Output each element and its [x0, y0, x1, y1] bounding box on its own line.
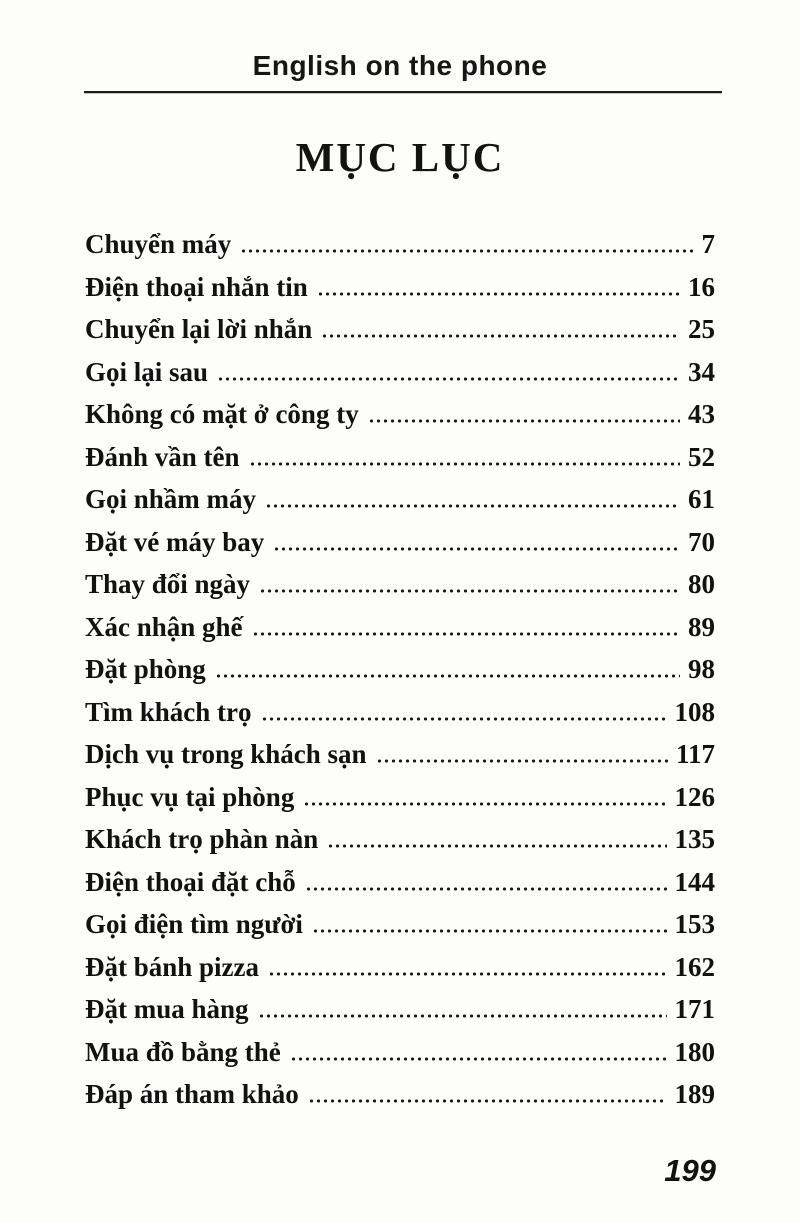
toc-entry-title: Xác nhận ghế: [85, 611, 243, 642]
toc-entry-title: Tìm khách trọ: [85, 696, 252, 727]
toc-entry-title: Thay đổi ngày: [85, 569, 251, 599]
toc-entry-title: Đáp án tham khảo: [85, 1079, 299, 1109]
toc-entry-title: Đặt phòng: [85, 654, 206, 684]
toc-entry-page: 70: [688, 526, 715, 557]
toc-entry-page: 43: [688, 399, 715, 429]
toc-entry: [85, 1037, 715, 1080]
toc-dot-leader: [240, 249, 693, 253]
toc-dot-leader: [265, 504, 680, 508]
toc-entry-page: 7: [701, 229, 715, 259]
toc-entry-title: Không có mặt ở công ty: [85, 399, 359, 429]
toc-dot-leader: [312, 929, 667, 933]
toc-entry-page: 98: [688, 654, 715, 684]
toc-entry-title: Phục vụ tại phòng: [85, 781, 295, 812]
toc-entry: [85, 994, 715, 1037]
toc-entry: [85, 442, 715, 485]
toc-entry-page: 135: [674, 824, 715, 854]
toc-entry: [85, 909, 715, 952]
toc-list: [85, 229, 715, 1122]
toc-dot-leader: [290, 1057, 667, 1061]
toc-entry: [85, 484, 715, 527]
toc-entry-title: Khách trọ phàn nàn: [85, 824, 319, 854]
toc-dot-leader: [308, 1099, 667, 1103]
toc-entry-page: 80: [688, 569, 715, 599]
page-number: 199: [664, 1152, 716, 1188]
toc-entry-page: 180: [674, 1036, 715, 1067]
toc-entry: [85, 1079, 715, 1122]
toc-dot-leader: [321, 334, 680, 338]
toc-entry: [85, 824, 715, 867]
toc-entry-title: Điện thoại nhắn tin: [85, 271, 308, 302]
toc-entry: [85, 527, 715, 570]
toc-entry-title: Gọi nhầm máy: [85, 484, 257, 514]
toc-dot-leader: [273, 547, 680, 551]
toc-dot-leader: [249, 462, 680, 466]
toc-entry: [85, 229, 715, 272]
toc-entry: [85, 697, 715, 740]
toc-dot-leader: [327, 844, 666, 848]
toc-entry: [85, 272, 715, 315]
toc-entry-title: Gọi lại sau: [85, 356, 209, 387]
toc-entry-page: 16: [688, 271, 715, 302]
toc-dot-leader: [305, 887, 667, 891]
toc-entry: [85, 782, 715, 825]
toc-entry-title: Đặt vé máy bay: [85, 526, 265, 557]
toc-entry-page: 189: [674, 1079, 715, 1109]
toc-dot-leader: [368, 419, 680, 423]
toc-entry-title: Đặt mua hàng: [85, 994, 249, 1024]
toc-entry: [85, 654, 715, 697]
toc-dot-leader: [252, 632, 680, 636]
toc-entry-page: 117: [675, 739, 715, 769]
toc-entry-page: 52: [688, 441, 715, 472]
toc-entry-page: 108: [674, 696, 715, 727]
toc-entry-page: 144: [674, 866, 715, 897]
toc-entry-title: Dịch vụ trong khách sạn: [85, 739, 367, 769]
toc-entry-page: 25: [688, 314, 715, 344]
toc-entry-page: 153: [674, 909, 715, 939]
toc-entry-title: Điện thoại đặt chỗ: [85, 866, 296, 897]
running-header: English on the phone: [252, 50, 548, 81]
toc-entry: [85, 357, 715, 400]
toc-dot-leader: [215, 674, 680, 678]
toc-entry: [85, 612, 715, 655]
toc-entry: [85, 569, 715, 612]
toc-entry-page: 61: [688, 484, 715, 514]
toc-entry-page: 171: [674, 994, 715, 1024]
toc-entry-page: 126: [674, 781, 715, 812]
toc-entry-page: 89: [688, 611, 715, 642]
toc-entry-page: 162: [674, 951, 715, 982]
toc-entry: [85, 867, 715, 910]
toc-entry-title: Chuyển lại lời nhắn: [85, 314, 313, 344]
toc-entry: [85, 399, 715, 442]
toc-dot-leader: [376, 759, 668, 763]
toc-dot-leader: [268, 972, 666, 976]
toc-dot-leader: [303, 802, 666, 806]
toc-dot-leader: [258, 1014, 667, 1018]
toc-dot-leader: [317, 292, 680, 296]
toc-entry-title: Chuyển máy: [85, 229, 232, 259]
toc-dot-leader: [261, 717, 667, 721]
toc-entry: [85, 952, 715, 995]
header-rule: [84, 91, 722, 93]
toc-entry-title: Đánh vần tên: [85, 441, 240, 472]
toc-dot-leader: [217, 377, 680, 381]
page-title: MỤC LỤC: [295, 134, 505, 180]
toc-entry-title: Đặt bánh pizza: [85, 951, 260, 982]
toc-entry: [85, 739, 715, 782]
toc-entry: [85, 314, 715, 357]
toc-dot-leader: [259, 589, 680, 593]
toc-entry-title: Gọi điện tìm người: [85, 909, 303, 939]
toc-entry-title: Mua đồ bằng thẻ: [85, 1036, 281, 1067]
toc-entry-page: 34: [688, 356, 715, 387]
